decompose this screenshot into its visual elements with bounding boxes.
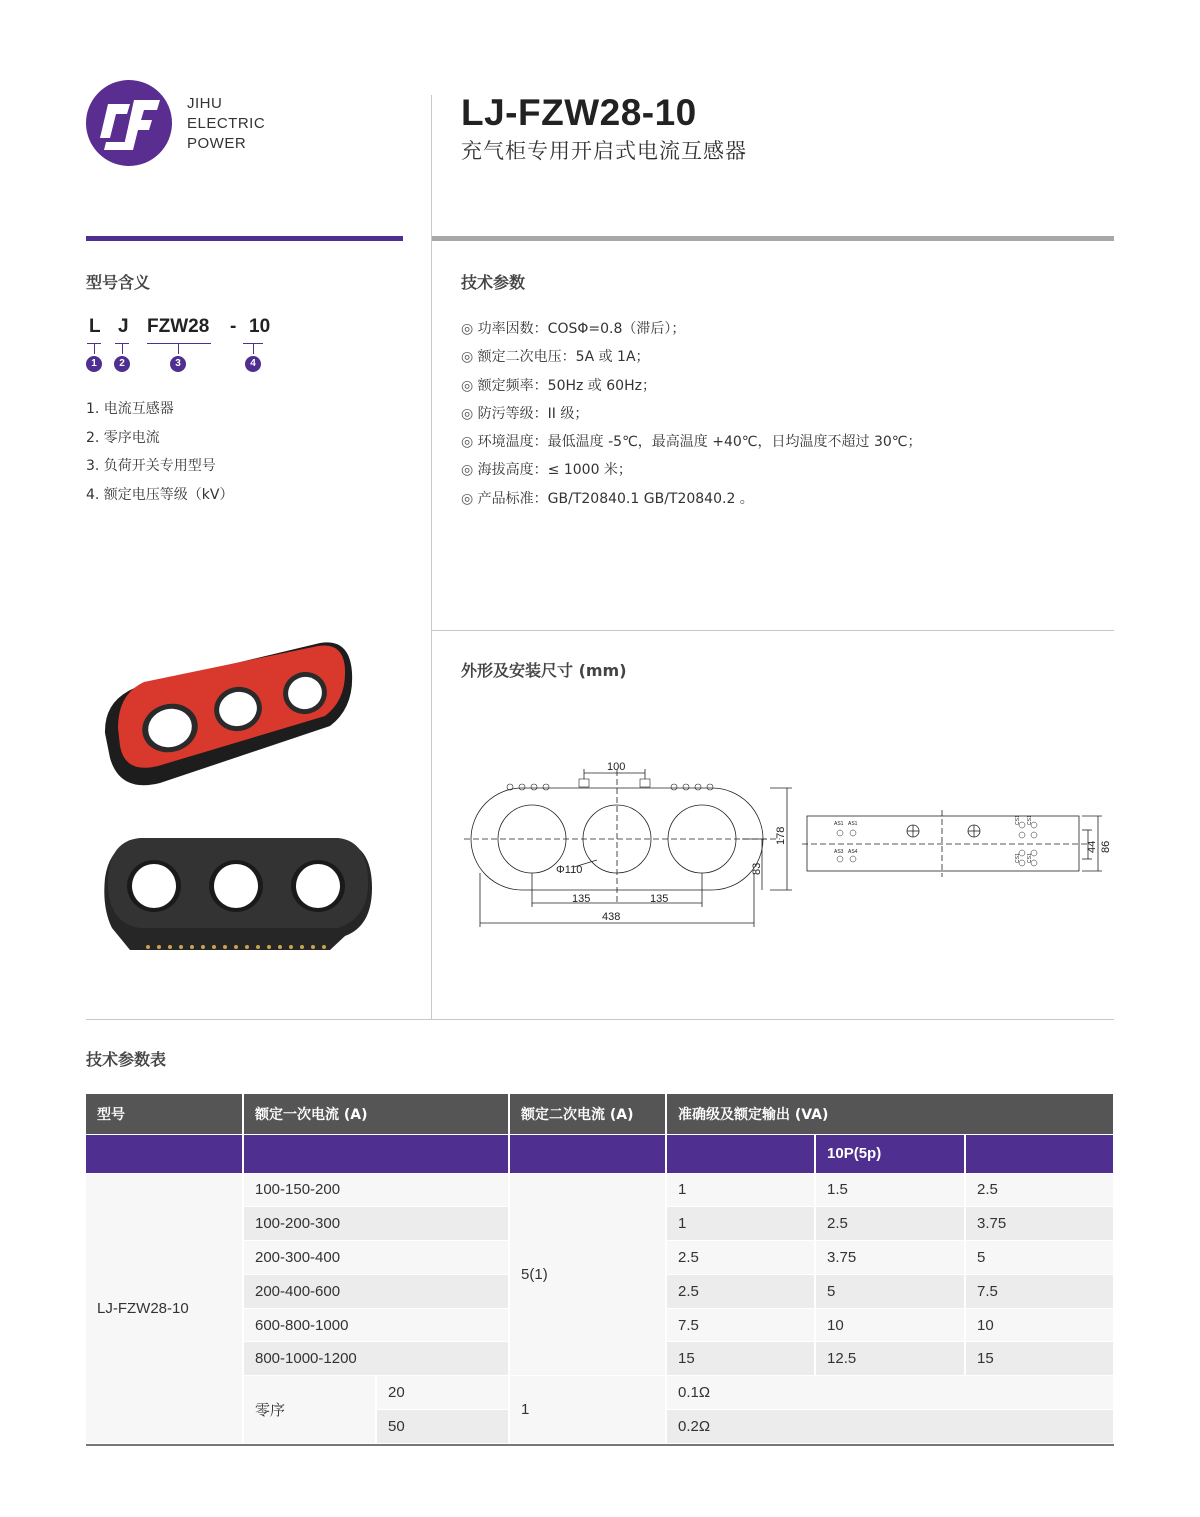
- code-10: 10: [249, 316, 271, 337]
- primary-cell: 800-1000-1200: [243, 1342, 509, 1376]
- dimensions-heading: 外形及安装尺寸 (mm): [461, 661, 627, 680]
- acc-cell: 3.75: [815, 1241, 965, 1275]
- terminal-as1b: AS1: [848, 821, 858, 827]
- code-dash: -: [230, 316, 237, 337]
- terminal-cs2: CS1: [1027, 815, 1033, 825]
- acc-cell: 2.5: [965, 1173, 1114, 1207]
- acc-cell: 1: [666, 1207, 815, 1241]
- brand-line-1: JIHU: [187, 95, 223, 112]
- list-item: 1. 电流互感器: [86, 401, 174, 417]
- list-item: ◎ 额定二次电压：5A 或 1A；: [461, 343, 922, 371]
- subheader-empty: [243, 1134, 509, 1173]
- number-badge-2: 2: [114, 356, 130, 372]
- tick-1: [94, 344, 95, 354]
- underline-3: [147, 343, 211, 344]
- acc-cell: 5: [815, 1274, 965, 1308]
- zero-seq-value: 20: [376, 1376, 509, 1410]
- brand-logo: [86, 80, 172, 166]
- terminal-as3: AS3: [834, 849, 844, 855]
- model-meaning-heading: 型号含义: [86, 273, 151, 292]
- zero-seq-acc: 0.1Ω: [666, 1376, 1114, 1410]
- primary-cell: 200-400-600: [243, 1274, 509, 1308]
- brand-line-3: POWER: [187, 135, 247, 152]
- dim-phi110: Φ110: [556, 864, 583, 876]
- table-bottom-border: [86, 1444, 1114, 1446]
- acc-cell: 10: [815, 1308, 965, 1342]
- dim-86: 86: [1100, 840, 1112, 853]
- secondary-cell: 5(1): [509, 1173, 666, 1376]
- brand-line-2: ELECTRIC: [187, 115, 266, 132]
- dim-178: 178: [775, 826, 787, 845]
- list-item: ◎ 额定频率：50Hz 或 60Hz；: [461, 372, 922, 400]
- tech-params-list: [461, 315, 922, 513]
- list-item: 3. 负荷开关专用型号: [86, 458, 216, 474]
- vertical-divider: [431, 95, 432, 1020]
- acc-cell: 2.5: [815, 1207, 965, 1241]
- number-badge-1: 1: [86, 356, 102, 372]
- dim-100: 100: [607, 761, 626, 773]
- terminal-cs3: CS1: [1015, 853, 1021, 863]
- zero-seq-value: 50: [376, 1410, 509, 1444]
- header-primary: 额定一次电流 (A): [243, 1094, 509, 1134]
- grey-divider: [432, 236, 1114, 241]
- dim-83: 83: [751, 862, 763, 875]
- acc-cell: 12.5: [815, 1342, 965, 1376]
- brand-name: [187, 94, 265, 154]
- acc-cell: 1.5: [815, 1173, 965, 1207]
- number-badge-4: 4: [245, 356, 261, 372]
- tick-3: [178, 344, 179, 354]
- spec-table: [86, 1094, 1115, 1444]
- terminal-as4: AS4: [848, 849, 858, 855]
- acc-cell: 15: [965, 1342, 1114, 1376]
- tick-2: [122, 344, 123, 354]
- code-l: L: [89, 316, 101, 337]
- primary-cell: 200-300-400: [243, 1241, 509, 1275]
- terminal-cs1: CS1: [1015, 815, 1021, 825]
- acc-cell: 5: [965, 1241, 1114, 1275]
- list-item: ◎ 环境温度：最低温度 -5℃，最高温度 +40℃，日均温度不超过 30℃；: [461, 428, 922, 456]
- code-j: J: [118, 316, 129, 337]
- table-subheader-row: [86, 1134, 1114, 1173]
- acc-cell: 10: [965, 1308, 1114, 1342]
- dim-44: 44: [1086, 840, 1098, 853]
- acc-cell: 2.5: [666, 1241, 815, 1275]
- primary-cell: 100-200-300: [243, 1207, 509, 1241]
- dim-438: 438: [602, 911, 621, 923]
- list-item: 4. 额定电压等级（kV）: [86, 486, 234, 503]
- black-transformer-image: [104, 838, 372, 950]
- purple-divider: [86, 236, 403, 241]
- header-secondary: 额定二次电流 (A): [509, 1094, 666, 1134]
- dimension-drawing: [462, 755, 1114, 935]
- acc-cell: 3.75: [965, 1207, 1114, 1241]
- subheader-empty: [965, 1134, 1114, 1173]
- table-header-row: [86, 1094, 1114, 1134]
- acc-cell: 7.5: [666, 1308, 815, 1342]
- zero-seq-acc: 0.2Ω: [666, 1410, 1114, 1444]
- primary-cell: 100-150-200: [243, 1173, 509, 1207]
- horizontal-divider: [432, 630, 1114, 631]
- table-row: [86, 1173, 1114, 1207]
- terminal-cs4: CS1: [1027, 853, 1033, 863]
- acc-cell: 7.5: [965, 1274, 1114, 1308]
- list-item: ◎ 产品标准：GB/T20840.1 GB/T20840.2 。: [461, 485, 922, 513]
- subheader-empty: [509, 1134, 666, 1173]
- page-subtitle: 充气柜专用开启式电流互感器: [461, 139, 747, 163]
- dim-135-right: 135: [650, 893, 669, 905]
- header-accuracy: 准确级及额定输出 (VA): [666, 1094, 1114, 1134]
- code-fzw28: FZW28: [147, 316, 210, 337]
- table-heading: 技术参数表: [86, 1050, 167, 1069]
- dim-135-left: 135: [572, 893, 591, 905]
- subheader-10p: 10P(5p): [815, 1134, 965, 1173]
- list-item: ◎ 防污等级：II 级；: [461, 400, 922, 428]
- list-item: ◎ 海拔高度：≤ 1000 米；: [461, 456, 922, 484]
- horizontal-divider: [86, 1019, 1114, 1020]
- list-item: 2. 零序电流: [86, 429, 160, 446]
- subheader-empty: [666, 1134, 815, 1173]
- tick-4: [253, 344, 254, 354]
- product-photos: [100, 638, 390, 968]
- acc-cell: 15: [666, 1342, 815, 1376]
- tech-params-heading: 技术参数: [461, 273, 526, 292]
- header-model: 型号: [86, 1094, 243, 1134]
- number-badge-3: 3: [170, 356, 186, 372]
- acc-cell: 1: [666, 1173, 815, 1207]
- zero-seq-secondary: 1: [509, 1376, 666, 1444]
- list-item: ◎ 功率因数：COSΦ=0.8（滞后）；: [461, 315, 922, 343]
- subheader-empty: [86, 1134, 243, 1173]
- model-meaning-list: [86, 395, 234, 509]
- page-title: LJ-FZW28-10: [461, 92, 697, 133]
- zero-seq-label: 零序: [243, 1376, 376, 1444]
- red-transformer-image: [105, 642, 352, 785]
- primary-cell: 600-800-1000: [243, 1308, 509, 1342]
- model-cell: LJ-FZW28-10: [86, 1173, 243, 1443]
- terminal-as1: AS1: [834, 821, 844, 827]
- acc-cell: 2.5: [666, 1274, 815, 1308]
